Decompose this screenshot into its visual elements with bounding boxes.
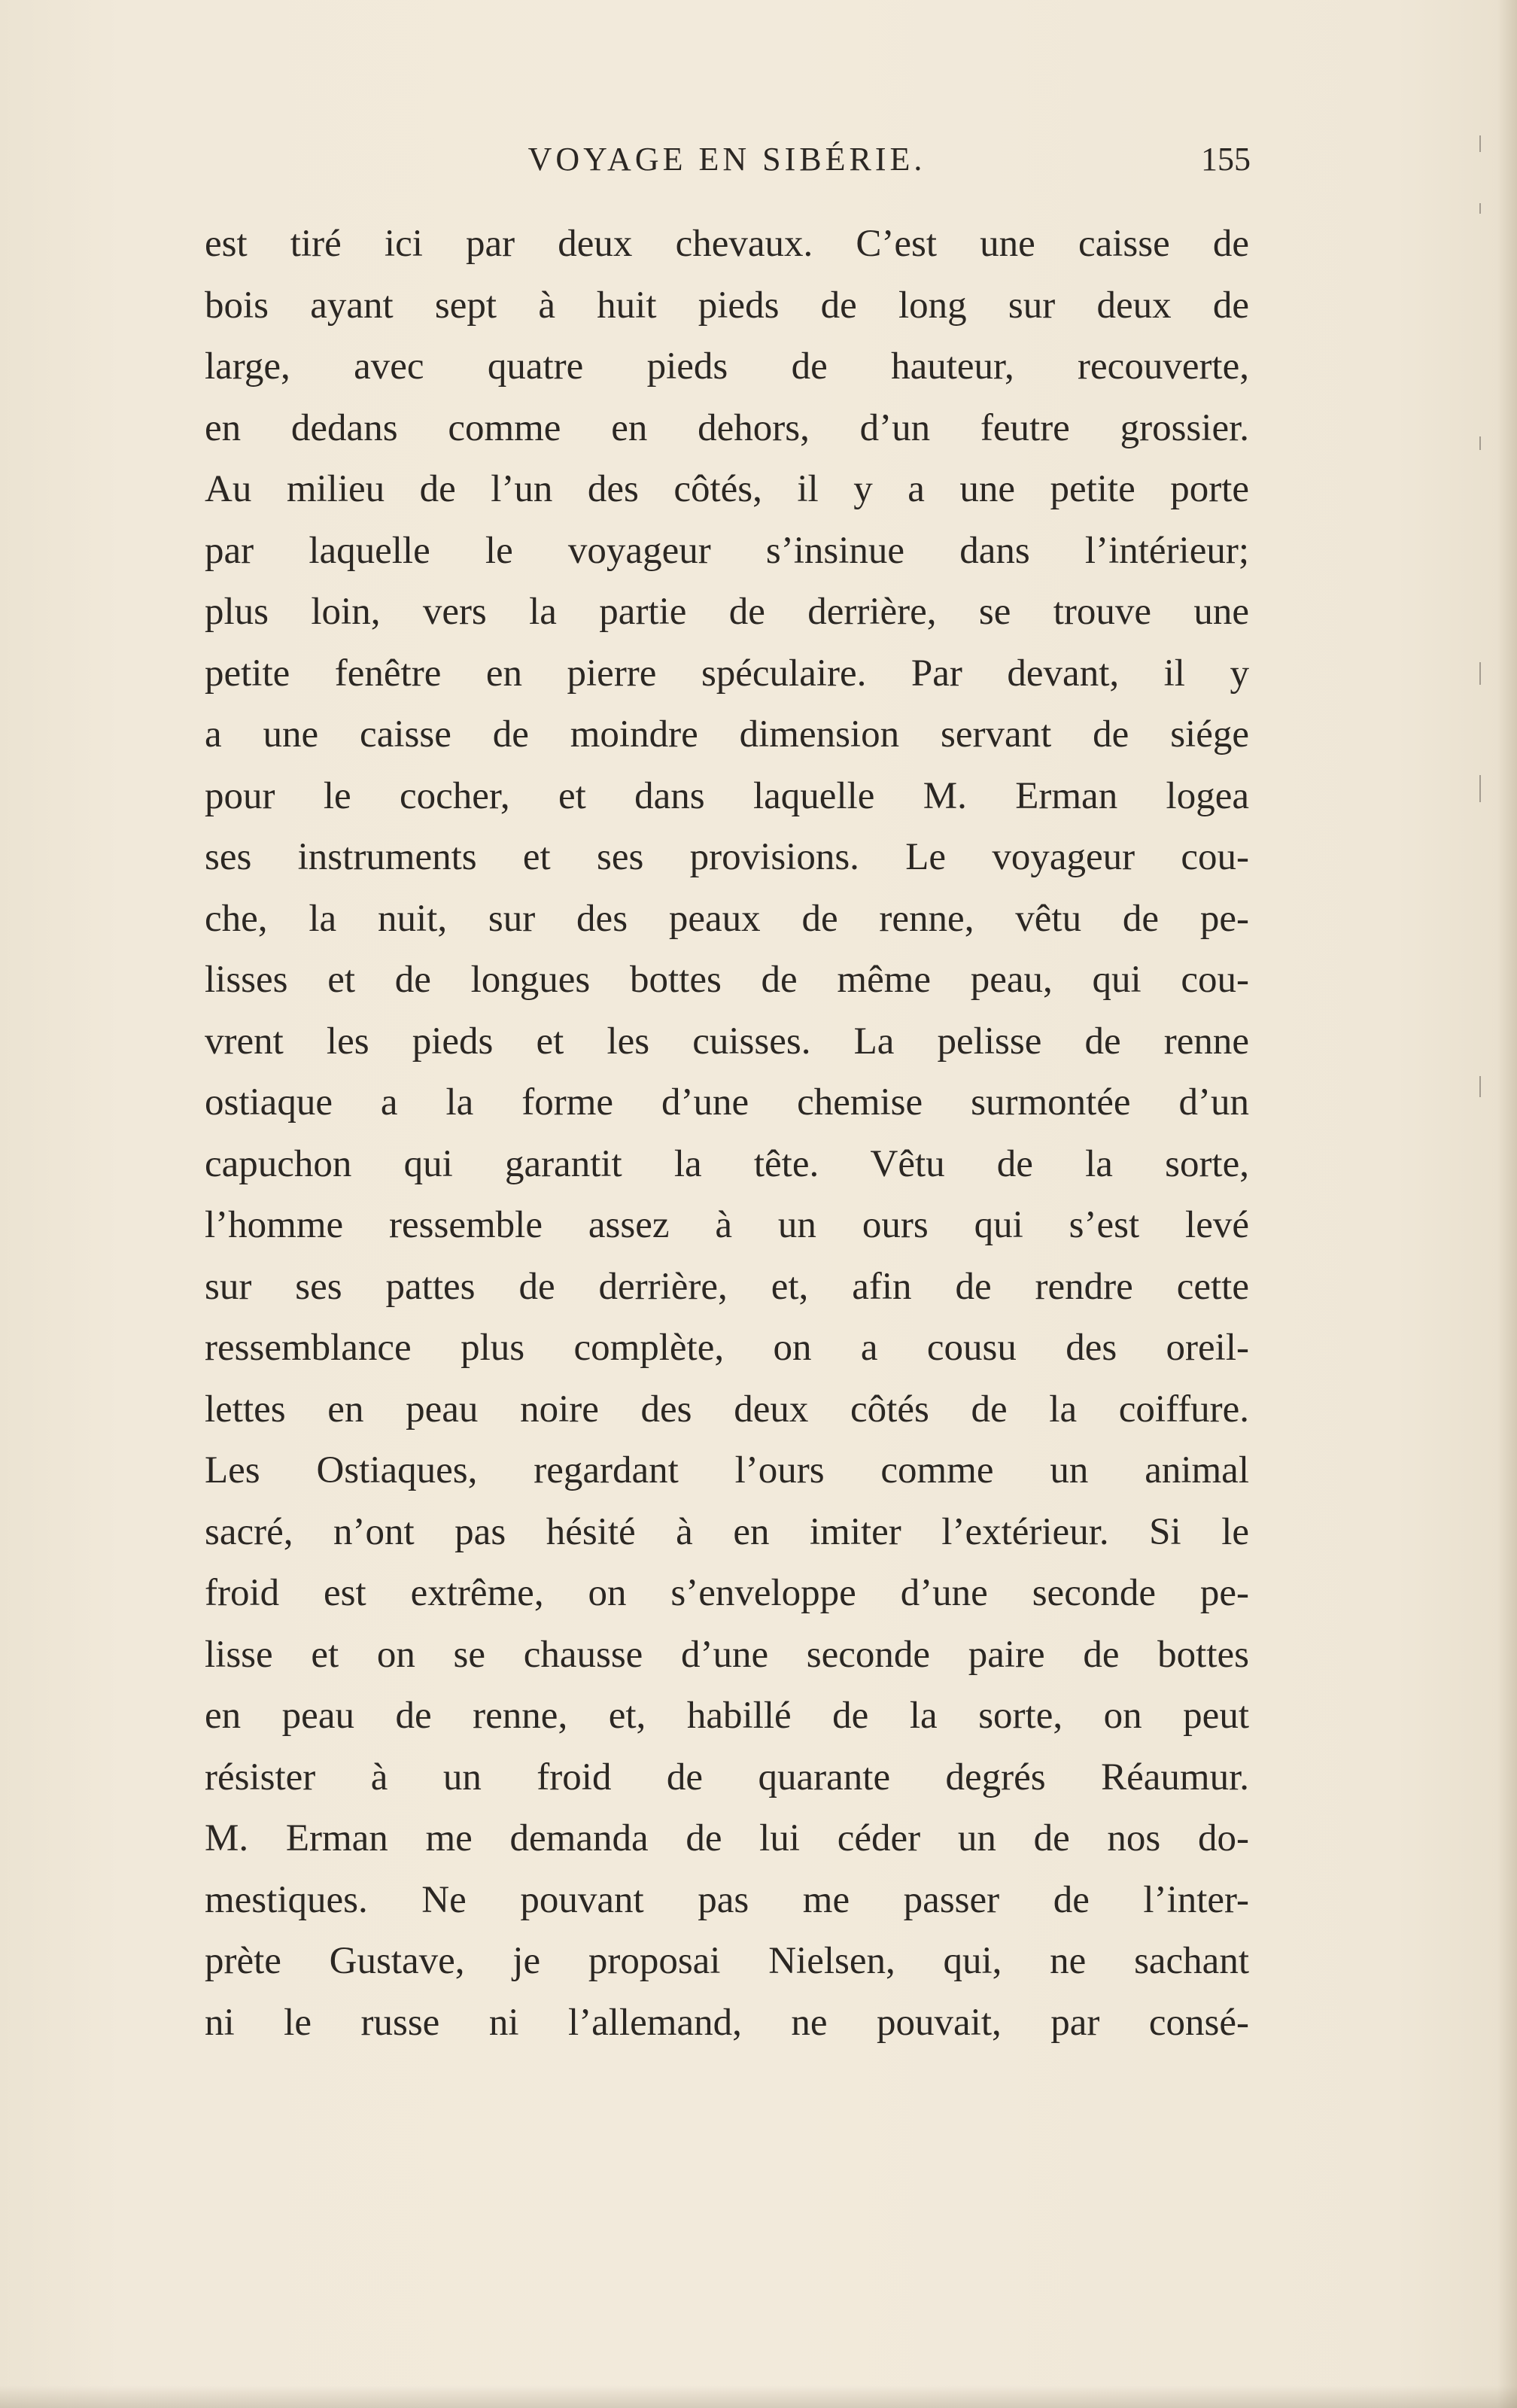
text-line: prète Gustave, je proposai Nielsen, qui, ne sachant [205, 1940, 1249, 1982]
page-number: 155 [1201, 141, 1251, 178]
text-line: vrent les pieds et les cuisses. La pelisse de renne [205, 1020, 1249, 1063]
text-line: mestiques. Ne pouvant pas me passer de l’inter- [205, 1878, 1249, 1921]
text-line: lisses et de longues bottes de même peau, qui cou- [205, 959, 1249, 1001]
text-line: par laquelle le voyageur s’insinue dans l’intérieur; [205, 529, 1249, 572]
text-line: l’homme ressemble assez à un ours qui s’est levé [205, 1204, 1249, 1246]
margin-mark [1479, 1076, 1481, 1097]
text-line: ostiaque a la forme d’une chemise surmontée d’un [205, 1081, 1249, 1123]
text-line: sur ses pattes de derrière, et, afin de rendre cette [205, 1265, 1249, 1308]
body-text [205, 214, 1249, 2054]
margin-mark [1479, 775, 1481, 802]
text-line: froid est extrême, on s’enveloppe d’une seconde pe- [205, 1572, 1249, 1614]
margin-mark [1479, 135, 1481, 152]
text-line: ressemblance plus complète, on a cousu des oreil- [205, 1327, 1249, 1369]
margin-mark [1479, 662, 1481, 685]
page-bottom-shadow [0, 2385, 1517, 2408]
text-line: bois ayant sept à huit pieds de long sur deux de [205, 284, 1249, 327]
text-line: pour le cocher, et dans laquelle M. Erman logea [205, 774, 1249, 817]
text-line: M. Erman me demanda de lui céder un de nos do- [205, 1817, 1249, 1859]
page-edge-shadow [1497, 0, 1517, 2408]
text-line: ses instruments et ses provisions. Le voyageur cou- [205, 836, 1249, 878]
text-line: ni le russe ni l’allemand, ne pouvait, par consé- [205, 2001, 1249, 2044]
text-line: plus loin, vers la partie de derrière, se trouve une [205, 591, 1249, 633]
margin-mark [1479, 436, 1481, 450]
text-line: en peau de renne, et, habillé de la sorte, on peut [205, 1695, 1249, 1737]
text-line: sacré, n’ont pas hésité à en imiter l’extérieur. Si le [205, 1510, 1249, 1553]
margin-mark [1479, 203, 1481, 214]
text-line: petite fenêtre en pierre spéculaire. Par devant, il y [205, 652, 1249, 695]
text-line: en dedans comme en dehors, d’un feutre grossier. [205, 406, 1249, 449]
page-header [203, 140, 1251, 185]
text-line: lettes en peau noire des deux côtés de la coiffure. [205, 1388, 1249, 1431]
text-line: large, avec quatre pieds de hauteur, recouverte, [205, 345, 1249, 388]
text-line: a une caisse de moindre dimension servant de siége [205, 713, 1249, 756]
text-line: capuchon qui garantit la tête. Vêtu de la sorte, [205, 1142, 1249, 1185]
text-line: Au milieu de l’un des côtés, il y a une petite porte [205, 468, 1249, 510]
text-line: lisse et on se chausse d’une seconde paire de bottes [205, 1633, 1249, 1676]
running-title: VOYAGE EN SIBÉRIE. [527, 141, 926, 178]
text-line: che, la nuit, sur des peaux de renne, vêtu de pe- [205, 897, 1249, 940]
text-line: Les Ostiaques, regardant l’ours comme un animal [205, 1449, 1249, 1491]
text-line: est tiré ici par deux chevaux. C’est une caisse de [205, 223, 1249, 265]
text-line: résister à un froid de quarante degrés Réaumur. [205, 1756, 1249, 1798]
margin-ink-marks [1479, 120, 1488, 1174]
